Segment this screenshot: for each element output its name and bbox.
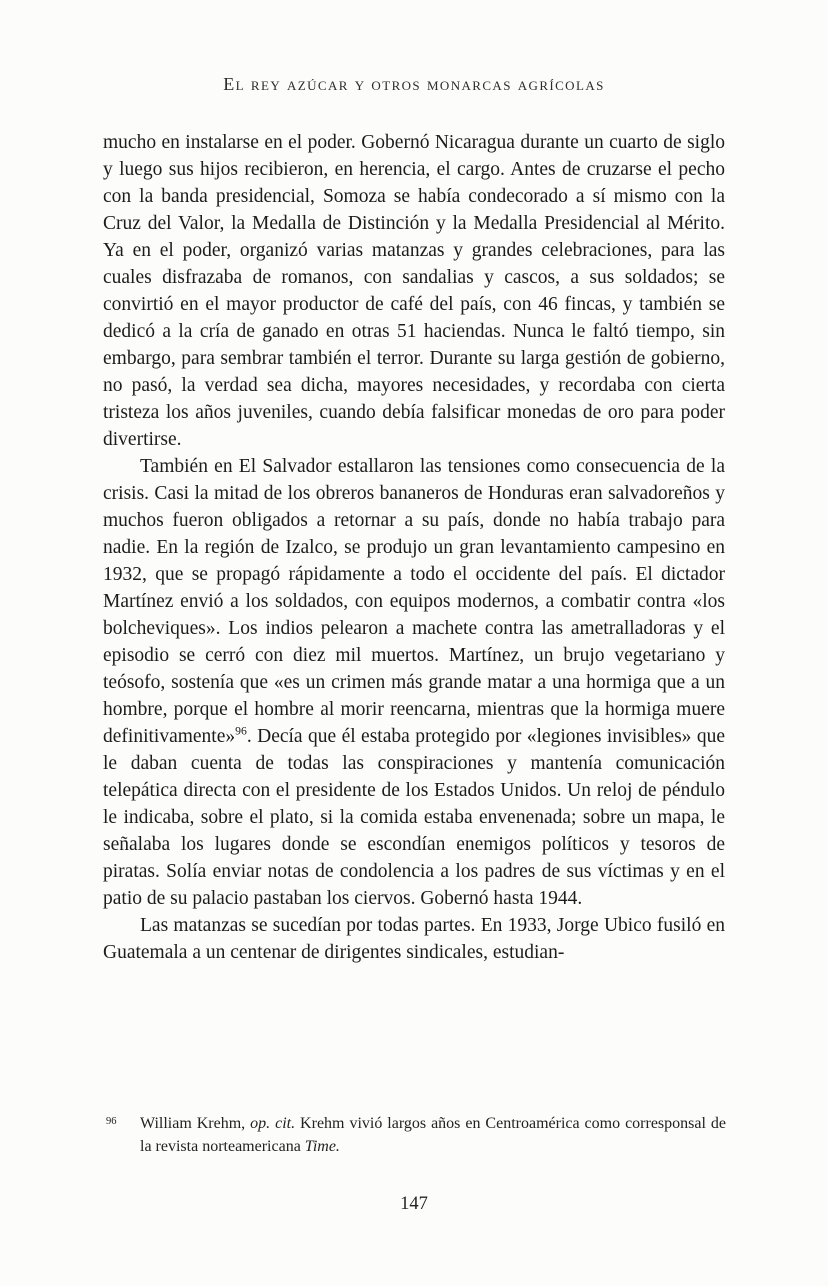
page-body: [103, 129, 725, 1081]
paragraph-text: También en El Salvador estallaron las tensiones como consecuencia de la crisis. Casi la mitad de los obreros bananeros de Honduras eran salvadoreños y muchos fueron obligados a retornar a su país, donde no había trabajo para nadie. En la región de Izalco, se produjo un gran levantamiento campesino en 1932, que se propagó rápidamente a todo el occidente del país. El dictador Martínez envió a los soldados, con equipos modernos, a combatir contra «los bolcheviques». Los indios pelearon a machete contra las ametralladoras y el episodio se cerró con diez mil muertos. Martínez, un brujo vegetariano y teósofo, sostenía que «es un crimen más grande matar a una hormiga que a un hombre, porque el hombre al morir reencarna, mientras que la hormiga muere definitivamente»: [103, 456, 725, 747]
footnote-block: [104, 1112, 726, 1158]
body-paragraph-1: mucho en instalarse en el poder. Gobernó Nicaragua durante un cuarto de siglo y luego sus hijos recibieron, en herencia, el cargo. Antes de cruzarse el pecho con la banda presidencial, Somoza se había condecorado a sí mismo con la Cruz del Valor, la Medalla de Distinción y la Medalla Presidencial al Mérito. Ya en el poder, organizó varias matanzas y grandes celebraciones, para las cuales disfrazaba de romanos, con sandalias y cascos, a sus soldados; se convirtió en el mayor productor de café del país, con 46 fincas, y también se dedicó a la cría de ganado en otras 51 haciendas. Nunca le faltó tiempo, sin embargo, para sembrar también el terror. Durante su larga gestión de gobierno, no pasó, la verdad sea dicha, mayores necesidades, y recordaba con cierta tristeza los años juveniles, cuando debía falsificar monedas de oro para poder divertirse.: [103, 132, 725, 450]
body-paragraph-2: [103, 453, 725, 912]
footnote-italic-part: op. cit.: [250, 1115, 296, 1132]
footnote-text-part: William Krehm,: [140, 1115, 251, 1132]
running-header-title: El rey azúcar y otros monarcas agrícolas: [223, 74, 605, 94]
body-paragraph-3: Las matanzas se sucedían por todas partes. En 1933, Jorge Ubico fusiló en Guatemala a un centenar de dirigentes sindicales, estudian-: [103, 915, 725, 963]
paragraph-text: . Decía que él estaba protegido por «legiones invisibles» que le daban cuenta de todas las conspiraciones y mantenía comunicación telepática directa con el presidente de los Estados Unidos. Un reloj de péndulo le indicaba, sobre el plato, si la comida estaba envenenada; sobre un mapa, le señalaba los lugares donde se escondían enemigos políticos y tesoros de piratas. Solía enviar notas de condolencia a los padres de sus víctimas y en el patio de su palacio pastaban los ciervos. Gobernó hasta 1944.: [103, 726, 725, 909]
running-header: [0, 0, 828, 95]
page-number: 147: [400, 1194, 428, 1214]
footnote-text-part: Krehm vivió largos años en Centroamérica como corresponsal de la revista norteamericana: [140, 1115, 726, 1155]
footnote-marker: 96: [106, 1116, 117, 1127]
footnote: [104, 1112, 726, 1158]
footnote-reference: 96: [235, 724, 247, 738]
footnote-italic-part: Time.: [304, 1138, 340, 1155]
footnote-text: [140, 1112, 726, 1158]
